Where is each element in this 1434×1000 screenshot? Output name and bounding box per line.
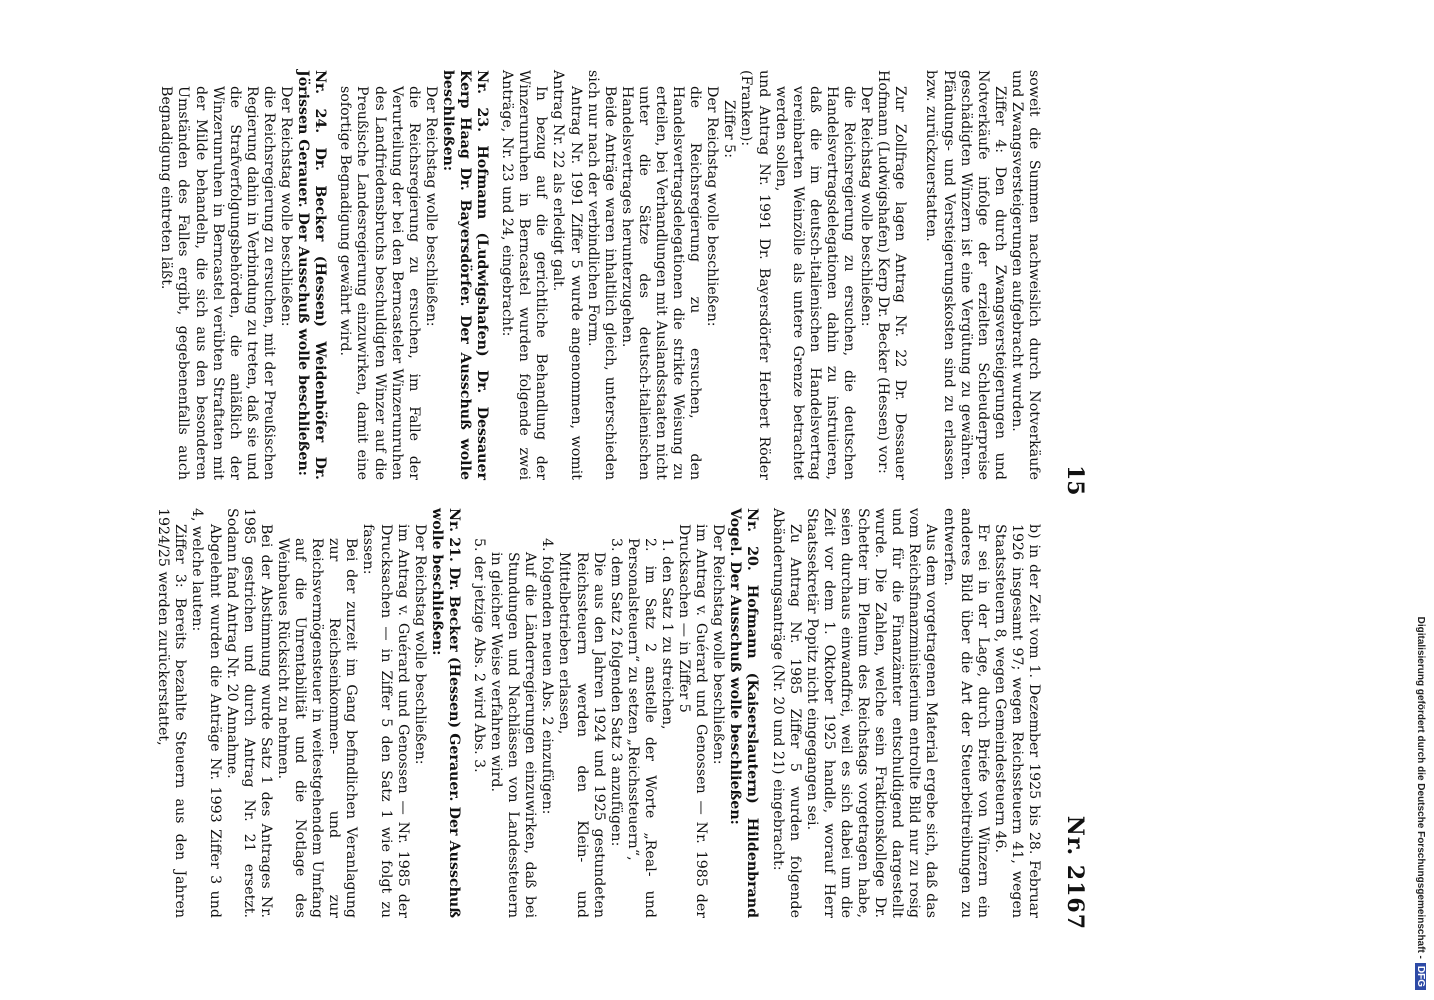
paragraph: Abgelehnt wurden die Anträge Nr. 1993 Ziffer 3 und 4, welche lauten: xyxy=(189,508,223,918)
page-header xyxy=(1048,70,1088,930)
paragraph: In bezug auf die gerichtliche Behandlung der Winzerunruhen in Berncastel wurden folgende zwei Anträge, Nr. 23 und 24, eingebracht: xyxy=(499,70,550,480)
rotated-document-page xyxy=(88,70,1088,930)
paragraph: b) in der Zeit vom 1. Dezember 1925 bis 28. Februar 1926 insgesamt 97; wegen Reichssteuern 41, wegen Staatssteuern 8, wegen Gemeindesteuern 46. xyxy=(991,524,1042,918)
motion-heading: Nr. 23. Hofmann (Ludwigshafen) Dr. Dessauer Kerp Haag Dr. Bayersdörfer. Der Ausschuß wolle beschließen: xyxy=(439,70,491,480)
motion-heading: Nr. 24. Dr. Becker (Hessen) Weidenhöfer Dr. Jörissen Gerauer. Der Ausschuß wolle beschließen: xyxy=(295,70,329,480)
paragraph: Der Reichstag wolle beschließen: xyxy=(704,86,721,327)
document-number: Nr. 2167 xyxy=(1062,815,1088,930)
paragraph: Er sei in der Lage, durch Briefe von Winzern ein anderes Bild über die Art der Steuerbeitreibungen zu entwerfen. xyxy=(940,508,991,918)
left-column xyxy=(154,508,1042,918)
paragraph: Der Reichstag wolle beschließen: xyxy=(411,524,428,765)
paragraph: Auf die Länderregierungen einzuwirken, daß bei Stundungen und Nachlässen von Landessteuern in gleicher Weise verfahren wird. xyxy=(488,552,539,918)
paragraph: Ziffer 5: xyxy=(721,100,738,158)
paragraph: die Reichsregierung zu ersuchen, im Falle der Verurteilung der bei den Berncasteler Winzerunruhen des Landfriedensbruchs beschuldigten Winzer auf die Preußische Landesregierung einzuwirken, damit eine sofortige Begnadigung gewährt wird. xyxy=(337,86,422,480)
paragraph: Ziffer 3: Bereits bezahlte Steuern aus den Jahren 1924/25 werden zurückerstattet, xyxy=(155,508,189,918)
paragraph: soweit die Summen nachweislich durch Notverkäufe und Zwangsversteigerungen aufgebracht wurden. xyxy=(1008,70,1042,480)
paragraph: und Antrag Nr. 1991 Dr. Bayersdörfer Herbert Röder (Franken): xyxy=(738,70,772,480)
paragraph: Ziffer 4: Den durch Zwangsversteigerungen und Notverkäufe infolge der erzielten Schleuderpreise geschädigten Winzern ist eine Vergütung zu gewähren. Pfändungs- und Versteigerungskosten sind zu erlassen bzw. zurückzuerstatten. xyxy=(923,70,1008,480)
funding-text: Digitalisierung gefördert durch die Deutsche Forschungsgemeinschaft - xyxy=(1415,616,1426,959)
paragraph: die Reichsregierung zu ersuchen, mit der Preußischen Regierung dahin in Verbindung zu treten, daß sie und die Strafverfolgungsbehörden, die anläßlich der Winzerunruhen in Berncastel verübten Straftaten mit der Milde behandeln, die sich aus den besonderen Umständen des Falles ergibt, gegebenenfalls auch Begnadigung eintreten läßt. xyxy=(158,86,277,480)
paragraph: die Reichsregierung zu ersuchen, die deutschen Handelsvertragsdelegationen dahin zu instruieren, daß die im deutsch-italienischen Handelsvertrag vereinbarten Weinzölle als untere Grenze betrachtet werden sollen, xyxy=(772,86,858,480)
list-item: 1. den Satz 1 zu streichen, xyxy=(659,538,676,730)
dfg-logo: DFG xyxy=(1415,963,1426,990)
paragraph: Bei der Abstimmung wurde Satz 1 des Antrages Nr. 1985 gestrichen und durch Antrag Nr. 21 ersetzt. Sodann fand Antrag Nr. 20 Annahme. xyxy=(223,508,274,918)
paragraph: Bei der zurzeit im Gang befindlichen Veranlagung zur Reichseinkommen- und zur Reichsvermögensteuer in weitestgehendem Umfang auf die Unrentabilität und die Notlage des Weinbaues Rücksicht zu nehmen. xyxy=(274,538,360,918)
page-number: 15 xyxy=(1062,465,1088,496)
funding-note xyxy=(1408,10,1428,990)
list-item: 3. dem Satz 2 folgenden Satz 3 anzufügen: xyxy=(607,538,624,847)
page-content xyxy=(68,70,1088,930)
paragraph: die Reichsregierung zu ersuchen, den Handelsvertragsdelegationen die strikte Weisung zu erteilen, bei Verhandlungen mit Auslandsstaaten nicht unter die Sätze des deutsch-italienischen Handelsvertrages herunterzugehen. xyxy=(618,86,704,480)
paragraph: im Antrag v. Guérard und Genossen — Nr. 1985 der Drucksachen — in Ziffer 5 xyxy=(676,524,710,918)
paragraph: Aus dem vorgetragenen Material ergebe sich, daß das vom Reichsfinanzministerium entrollte Bild nur zu rosig und für die Finanzämter entschuldigend dargestellt wurde. Die Zahlen, welche sein Fraktionskollege Dr. Schetter im Plenum des Reichstags vorgetragen habe, seien durchaus einwandfrei, weil es sich dabei um die Zeit vor dem 1. Oktober 1925 handle, worauf Herr Staatssekretär Popitz nicht eingegangen sei. xyxy=(803,508,940,918)
paragraph: im Antrag v. Guérard und Genossen — Nr. 1985 der Drucksachen — in Ziffer 5 den Satz 1 wie folgt zu fassen: xyxy=(360,524,411,918)
paragraph: Antrag Nr. 1991 Ziffer 5 wurde angenommen, womit Antrag Nr. 22 als erledigt galt. xyxy=(550,70,584,480)
list-item: 4. folgenden neuen Abs. 2 einzufügen: xyxy=(539,538,556,815)
paragraph: Beide Anträge waren inhaltlich gleich, unterschieden sich nur nach der verbindlichen Form. xyxy=(584,70,618,480)
paragraph: Der Reichstag wolle beschließen: xyxy=(858,86,875,327)
paragraph: Zur Zollfrage lagen Antrag Nr. 22 Dr. Dessauer Hofmann (Ludwigshafen) Kerp Dr. Becker (Hessen) vor: xyxy=(875,70,909,480)
list-item: 5. der jetzige Abs. 2 wird Abs. 3. xyxy=(471,538,487,773)
paragraph: Zu Antrag Nr. 1985 Ziffer 5 wurden folgende Abänderungsanträge (Nr. 20 und 21) eingebracht: xyxy=(769,508,803,918)
list-item: 2. im Satz 2 anstelle der Worte „Real- und Personalsteuern“ zu setzen „Reichssteuern“, xyxy=(624,538,658,918)
paragraph: Der Reichstag wolle beschließen: xyxy=(278,86,295,327)
motion-heading: Nr. 20. Hofmann (Kaiserslautern) Hildenbrand Vogel. Der Ausschuß wolle beschließen: xyxy=(727,508,761,918)
motion-heading: Nr. 21. Dr. Becker (Hessen) Gerauer. Der Ausschuß wolle beschließen: xyxy=(428,508,462,918)
paragraph: Der Reichstag wolle beschließen: xyxy=(710,524,727,765)
paragraph: Die aus den Jahren 1924 und 1925 gestundeten Reichssteuern werden den Klein- und Mittelbetrieben erlassen, xyxy=(556,552,607,918)
right-column xyxy=(157,70,1042,480)
paragraph: Der Reichstag wolle beschließen: xyxy=(422,86,439,327)
